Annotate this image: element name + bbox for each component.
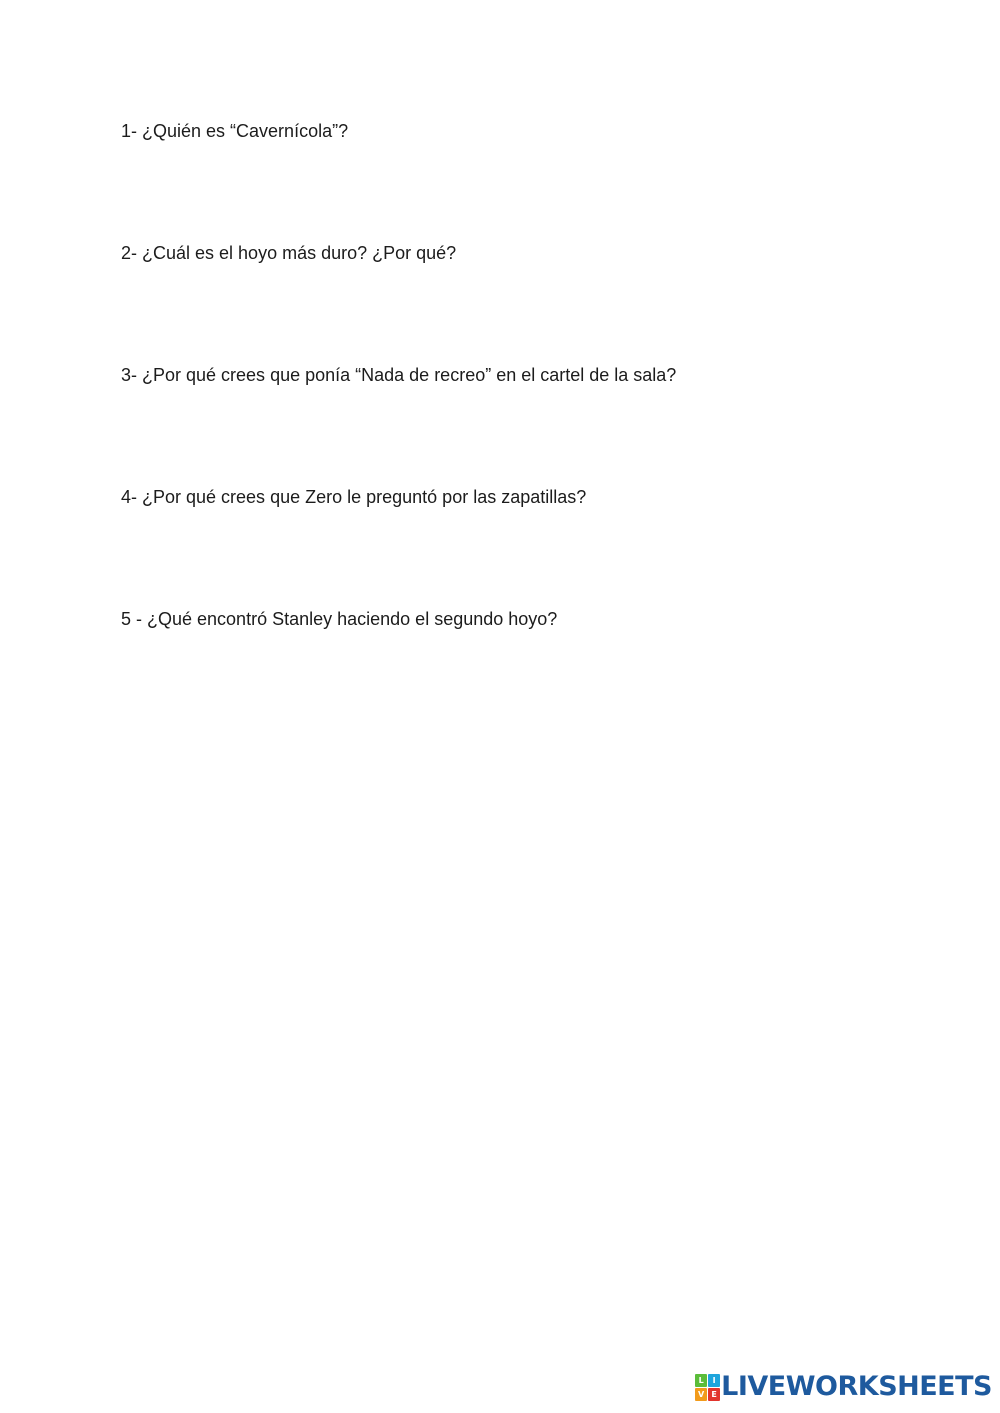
question-5: 5 - ¿Qué encontró Stanley haciendo el segundo hoyo? [121,609,558,629]
logo-letter-i: I [708,1374,720,1387]
question-4: 4- ¿Por qué crees que Zero le preguntó por las zapatillas? [121,487,587,507]
brand-wordmark: LIVEWORKSHEETS [721,1371,992,1402]
logo-letter-e: E [708,1388,720,1401]
question-2: 2- ¿Cuál es el hoyo más duro? ¿Por qué? [121,243,457,263]
liveworksheets-logo-icon [695,1374,719,1400]
logo-letter-l: L [695,1374,707,1387]
question-1: 1- ¿Quién es “Cavernícola”? [121,121,349,141]
logo-letter-v: V [695,1388,707,1401]
question-3: 3- ¿Por qué crees que ponía “Nada de recreo” en el cartel de la sala? [121,365,677,385]
liveworksheets-brand [695,1371,992,1403]
